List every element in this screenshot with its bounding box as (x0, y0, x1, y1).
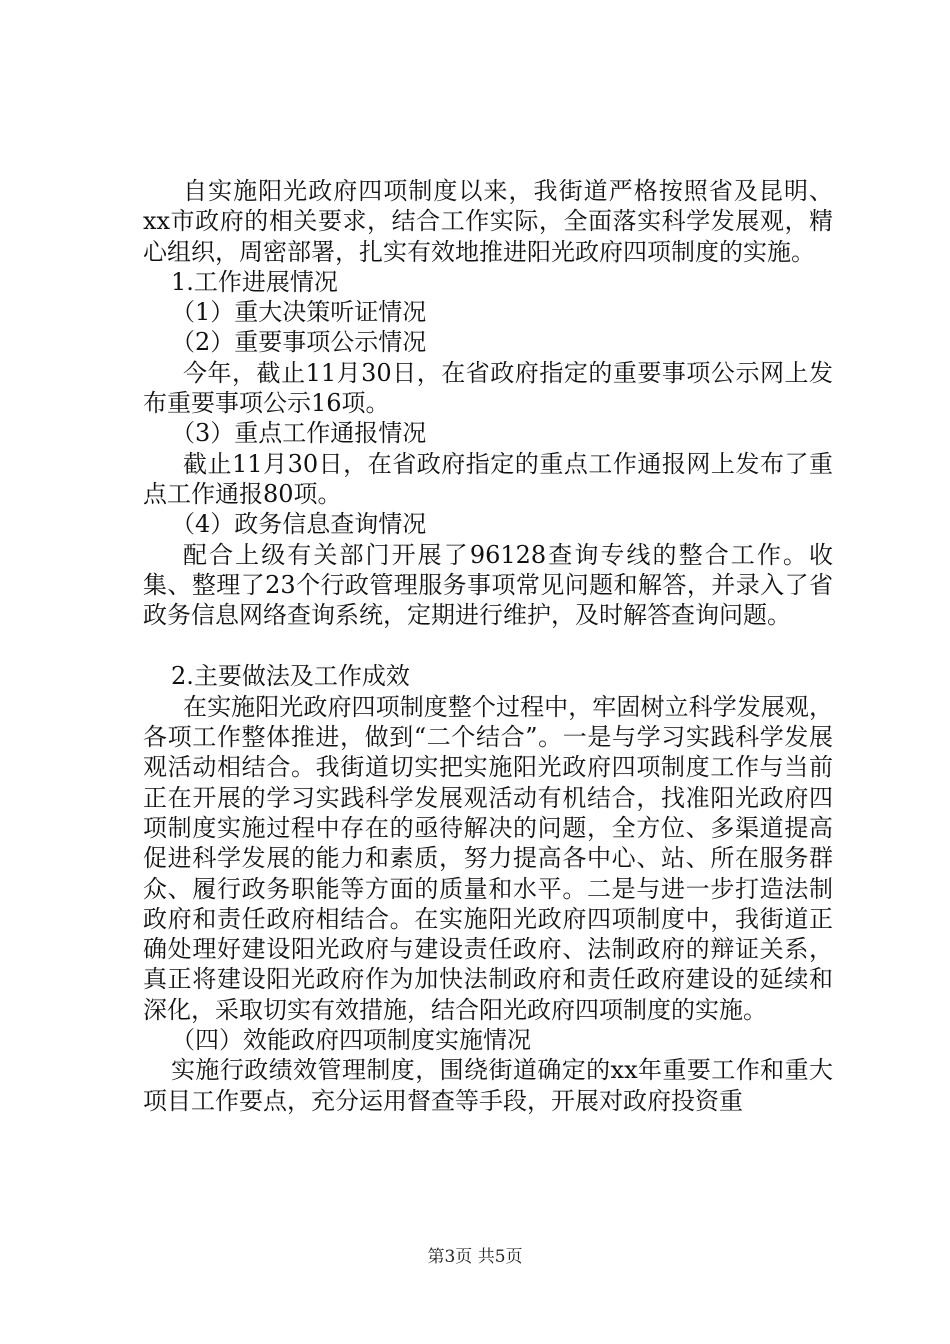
heading-work-progress: 1.工作进展情况 (171, 267, 338, 296)
paragraph-bulletin-count: 截止11月30日，在省政府指定的重点工作通报网上发布了重点工作通报80项。 (143, 449, 833, 508)
paragraph-gap (143, 630, 833, 661)
document-body (143, 176, 833, 1116)
paragraph-publicity-count: 今年，截止11月30日，在省政府指定的重要事项公示网上发布重要事项公示16项。 (143, 358, 833, 418)
subheading-info-query: （4）政务信息查询情况 (171, 510, 427, 539)
page-footer: 第3页 共5页 (427, 1247, 523, 1267)
subheading-key-work-bulletin: （3）重点工作通报情况 (171, 419, 427, 448)
paragraph-info-query: 配合上级有关部门开展了96128查询专线的整合工作。收集、整理了23个行政管理服务事项常见问题和解答，并录入了省政务信息网络查询系统，定期进行维护，及时解答查询问题。 (143, 540, 833, 630)
subheading-major-decision-hearing: （1）重大决策听证情况 (171, 298, 427, 327)
paragraph-main-practices: 在实施阳光政府四项制度整个过程中，牢固树立科学发展观，各项工作整体推进，做到“二个结合”。一是与学习实践科学发展观活动相结合。我街道切实把实施阳光政府四项制度工作与当前正在开展的学习实践科学发展观活动有机结合，找准阳光政府四项制度实施过程中存在的亟待解决的问题，全方位、多渠道提高促进科学发展的能力和素质，努力提高各中心、站、所在服务群众、履行政务职能等方面的质量和水平。二是与进一步打造法制政府和责任政府相结合。在实施阳光政府四项制度中，我街道正确处理好建设阳光政府与建设责任政府、法制政府的辩证关系，真正将建设阳光政府作为加快法制政府和责任政府建设的延续和深化，采取切实有效措施，结合阳光政府四项制度的实施。 (143, 692, 833, 1024)
paragraph-performance-management: 实施行政绩效管理制度，围绕街道确定的xx年重要工作和重大项目工作要点，充分运用督查等手段，开展对政府投资重 (143, 1056, 833, 1115)
heading-efficiency-government: （四）效能政府四项制度实施情况 (171, 1026, 531, 1055)
subheading-important-matters-publicity: （2）重要事项公示情况 (171, 328, 427, 357)
heading-main-practices: 2.主要做法及工作成效 (171, 662, 410, 691)
paragraph-intro: 自实施阳光政府四项制度以来，我街道严格按照省及昆明、xx市政府的相关要求，结合工作实际，全面落实科学发展观，精心组织，周密部署，扎实有效地推进阳光政府四项制度的实施。 (143, 177, 833, 266)
